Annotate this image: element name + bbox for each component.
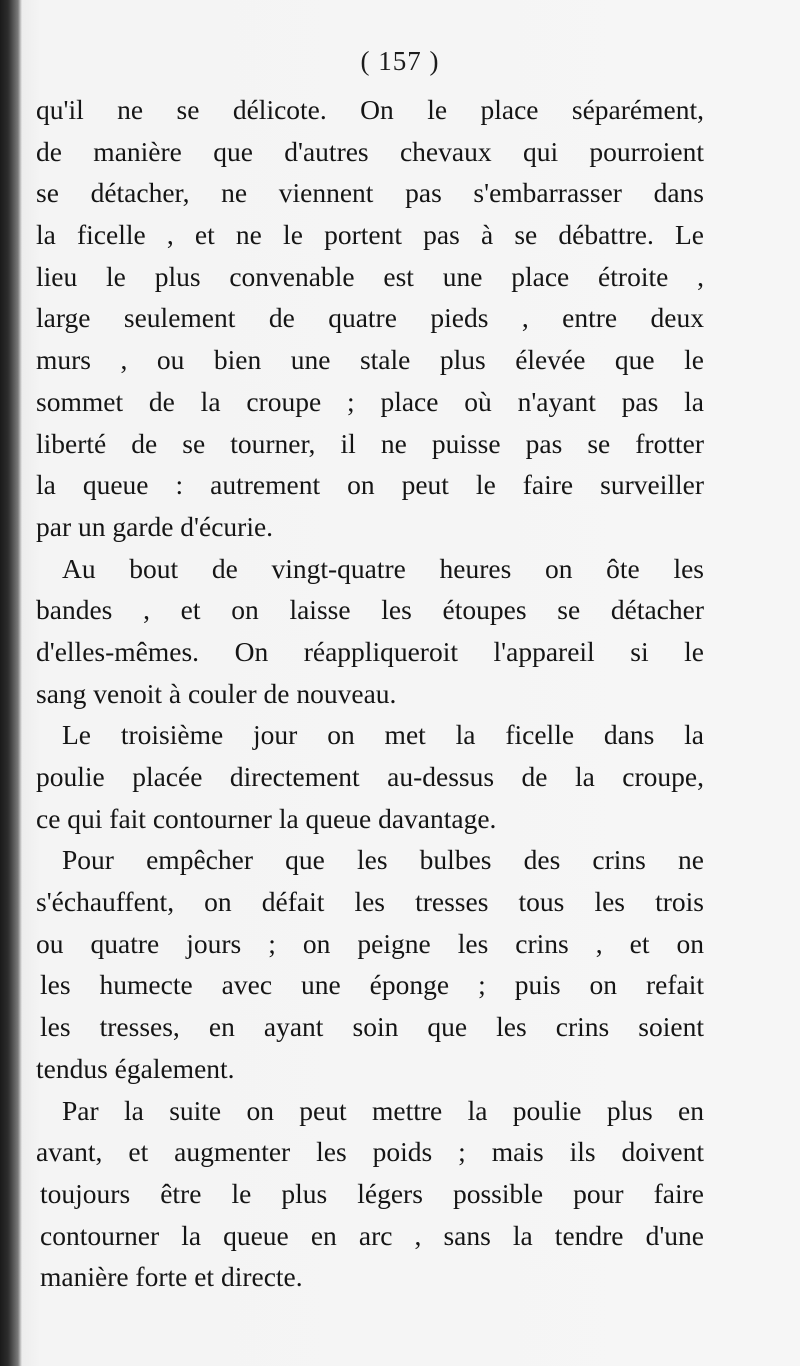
text-line: sommet de la croupe ; place où n'ayant pas la bbox=[36, 385, 704, 417]
text-line: les tresses, en ayant soin que les crins soient bbox=[40, 1011, 704, 1043]
text-line: la ficelle , et ne le portent pas à se débattre. Le bbox=[36, 219, 704, 251]
text-line: d'elles-mêmes. On réappliqueroit l'appareil si le bbox=[36, 635, 704, 667]
text-line: la queue : autrement on peut le faire surveiller bbox=[36, 469, 704, 501]
text-line: toujours être le plus légers possible pour faire bbox=[40, 1177, 704, 1209]
text-line: Par la suite on peut mettre la poulie plus en bbox=[62, 1094, 704, 1126]
text-line: murs , ou bien une stale plus élevée que le bbox=[36, 344, 704, 376]
binding-edge-shadow bbox=[0, 0, 22, 1366]
page-number: ( 157 ) bbox=[360, 46, 440, 76]
text-line: manière forte et directe. bbox=[40, 1261, 303, 1293]
text-line: liberté de se tourner, il ne puisse pas se frotter bbox=[36, 427, 704, 459]
text-line: qu'il ne se délicote. On le place séparément, bbox=[36, 94, 704, 125]
text-line: ce qui fait contourner la queue davantage. bbox=[36, 802, 497, 834]
text-line: large seulement de quatre pieds , entre deux bbox=[36, 302, 704, 334]
text-line: s'échauffent, on défait les tresses tous les trois bbox=[36, 886, 704, 918]
text-line: se détacher, ne viennent pas s'embarrasser dans bbox=[36, 177, 704, 209]
text-line: Le troisième jour on met la ficelle dans la bbox=[62, 719, 704, 751]
text-line: avant, et augmenter les poids ; mais ils doivent bbox=[36, 1136, 704, 1168]
text-line: sang venoit à couler de nouveau. bbox=[36, 677, 397, 709]
text-line: les humecte avec une éponge ; puis on refait bbox=[40, 969, 704, 1001]
text-line: contourner la queue en arc , sans la tendre d'une bbox=[40, 1219, 704, 1251]
text-line: de manière que d'autres chevaux qui pourroient bbox=[36, 135, 704, 167]
text-line: Au bout de vingt-quatre heures on ôte les bbox=[62, 552, 704, 584]
text-line: poulie placée directement au-dessus de la croupe, bbox=[36, 761, 704, 792]
text-line: ou quatre jours ; on peigne les crins , et on bbox=[36, 927, 704, 959]
text-line: bandes , et on laisse les étoupes se détacher bbox=[36, 594, 704, 626]
text-line: lieu le plus convenable est une place étroite , bbox=[36, 260, 704, 292]
text-line: tendus également. bbox=[36, 1052, 235, 1084]
text-line: par un garde d'écurie. bbox=[36, 510, 274, 542]
body-text bbox=[36, 89, 704, 1298]
text-line: Pour empêcher que les bulbes des crins ne bbox=[62, 844, 704, 876]
